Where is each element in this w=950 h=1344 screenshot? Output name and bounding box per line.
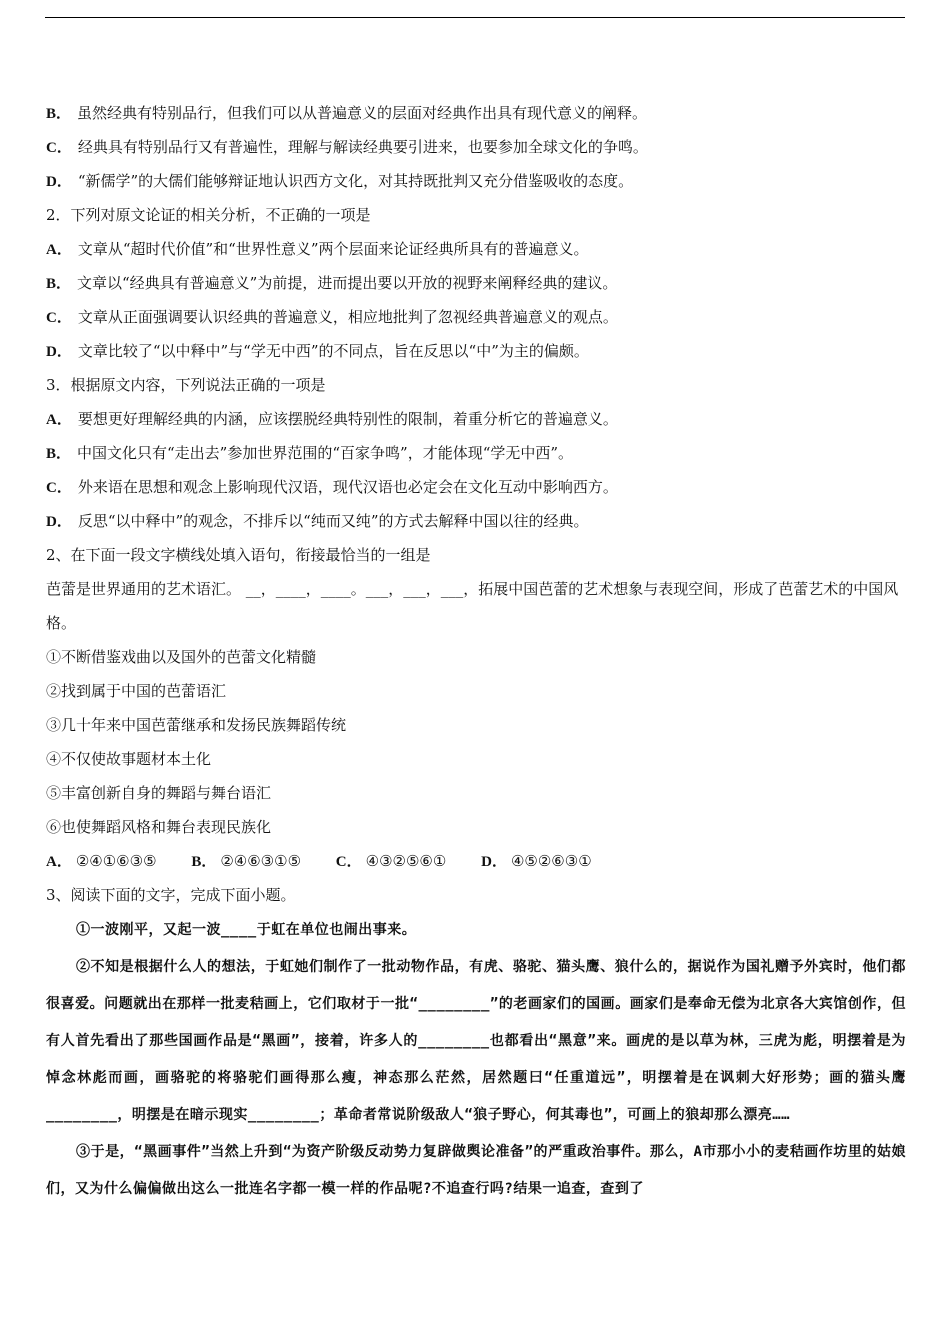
q2-stem: 2．下列对原文论证的相关分析，不正确的一项是 [46, 206, 371, 224]
q2-option-d: D． 文章比较了“以中释中”与“学无中西”的不同点，旨在反思以“中”为主的偏颇。 [46, 342, 589, 360]
prev-option-d: D． “新儒学”的大儒们能够辩证地认识西方文化，对其持既批判又充分借鉴吸收的态度。 [46, 172, 634, 190]
q2-option-c: C． 文章从正面强调要认识经典的普遍意义，相应地批判了忽视经典普遍意义的观点。 [46, 308, 618, 326]
section2-choices [46, 844, 906, 878]
section2-passage: 芭蕾是世界通用的艺术语汇。 __，____，____。___，___，___，拓展中国芭蕾的艺术想象与表现空间，形成了芭蕾艺术的中国风格。 [46, 580, 899, 632]
section2-item-2: ②找到属于中国的芭蕾语汇 [46, 682, 227, 700]
section2-choice-a: A． ②④①⑥③⑤ [46, 852, 157, 870]
q3-option-d: D． 反思“以中释中”的观念，不排斥以“纯而又纯”的方式去解释中国以往的经典。 [46, 512, 589, 530]
section2-stem: 2、在下面一段文字横线处填入语句，衔接最恰当的一组是 [46, 546, 431, 564]
document-body [46, 96, 906, 1208]
section2-item-4: ④不仅使故事题材本土化 [46, 750, 212, 768]
passage-paragraph-3: ③于是，“黑画事件”当然上升到“为资产阶级反动势力复辟做舆论准备”的严重政治事件。那么，A市那小小的麦秸画作坊里的姑娘们，又为什么偏偏做出这么一批连名字都一模一样的作品呢?不追查行吗?结果一追查，查到了 [46, 1144, 906, 1197]
passage-paragraph-1: ①一波刚平，又起一波____于虹在单位也闹出事来。 [76, 922, 417, 938]
prev-option-b: B． 虽然经典有特别品行，但我们可以从普遍意义的层面对经典作出具有现代意义的阐释。 [46, 104, 648, 122]
q3-option-a: A． 要想更好理解经典的内涵，应该摆脱经典特别性的限制，着重分析它的普遍意义。 [46, 410, 618, 428]
prev-option-c: C． 经典具有特别品行又有普遍性，理解与解读经典要引进来，也要参加全球文化的争鸣。 [46, 138, 648, 156]
q3-option-b: B． 中国文化只有“走出去”参加世界范围的“百家争鸣”，才能体现“学无中西”。 [46, 444, 574, 462]
section2-choice-d: D． ④⑤②⑥③① [481, 852, 592, 870]
section2-choice-b: B． ②④⑥③①⑤ [191, 852, 302, 870]
section3-stem: 3、阅读下面的文字，完成下面小题。 [46, 886, 296, 904]
section2-item-5: ⑤丰富创新自身的舞蹈与舞台语汇 [46, 784, 272, 802]
q3-option-c: C． 外来语在思想和观念上影响现代汉语，现代汉语也必定会在文化互动中影响西方。 [46, 478, 618, 496]
q2-option-a: A． 文章从“超时代价值”和“世界性意义”两个层面来论证经典所具有的普遍意义。 [46, 240, 589, 258]
passage-paragraph-2: ②不知是根据什么人的想法，于虹她们制作了一批动物作品，有虎、骆驼、猫头鹰、狼什么的，据说作为国礼赠予外宾时，他们都很喜爱。问题就出在那样一批麦秸画上，它们取材于一批“________”的老画家们的国画。画家们是奉命无偿为北京各大宾馆创作，但有人首先看出了那些国画作品是“黑画”，接着，许多人的________也都看出“黑意”来。画虎的是以草为林，三虎为彪，明摆着是为悼念林彪而画，画骆驼的将骆驼们画得那么瘦，神态那么茫然，居然题曰“任重道远”，明摆着是在讽刺大好形势；画的猫头鹰________，明摆是在暗示现实________；革命者常说阶级敌人“狼子野心，何其毒也”，可画上的狼却那么漂亮…… [46, 959, 906, 1123]
q2-option-b: B． 文章以“经典具有普遍意义”为前提，进而提出要以开放的视野来阐释经典的建议。 [46, 274, 618, 292]
section2-item-3: ③几十年来中国芭蕾继承和发扬民族舞蹈传统 [46, 716, 347, 734]
reading-passage [46, 912, 906, 1208]
section2-item-6: ⑥也使舞蹈风格和舞台表现民族化 [46, 818, 272, 836]
section2-item-1: ①不断借鉴戏曲以及国外的芭蕾文化精髓 [46, 648, 317, 666]
q3-stem: 3．根据原文内容，下列说法正确的一项是 [46, 376, 326, 394]
section2-choice-c: C． ④③②⑤⑥① [335, 852, 447, 870]
header-rule [45, 17, 905, 18]
